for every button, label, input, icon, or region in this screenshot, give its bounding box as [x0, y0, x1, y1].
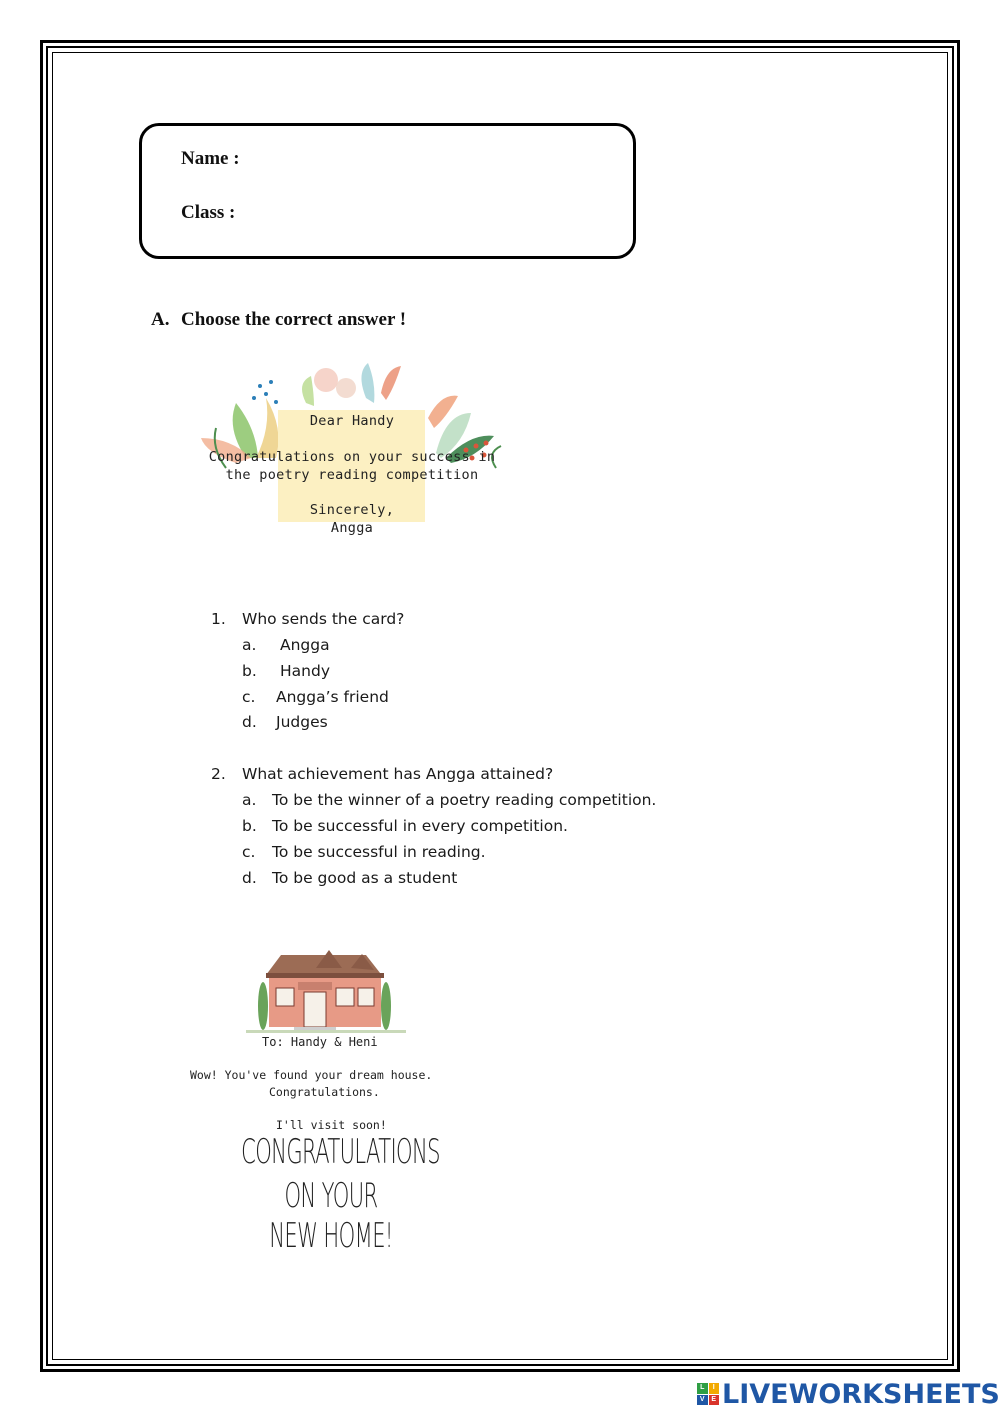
q2-option-d: To be good as a student: [272, 869, 458, 887]
house-illustration: [186, 940, 476, 1040]
class-label: Class :: [181, 202, 236, 223]
q1-option-d-letter: d.: [242, 713, 257, 731]
section-letter: A.: [151, 309, 170, 330]
q1-option-a: Angga: [280, 636, 330, 654]
q2-option-c: To be successful in reading.: [272, 843, 486, 861]
question-1-number: 1.: [211, 610, 226, 628]
card-closing: Sincerely,: [309, 502, 395, 518]
section-title: [151, 309, 406, 331]
q2-option-a: To be the winner of a poetry reading competition.: [272, 791, 657, 809]
liveworksheets-brand: [697, 1378, 1000, 1410]
q2-option-d-letter: d.: [242, 869, 257, 887]
question-1-text: Who sends the card?: [242, 610, 405, 628]
q1-option-a-letter: a.: [242, 636, 257, 654]
q2-option-a-letter: a.: [242, 791, 257, 809]
q1-option-b-letter: b.: [242, 662, 257, 680]
q2-option-c-letter: c.: [242, 843, 256, 861]
question-2-text: What achievement has Angga attained?: [242, 765, 554, 783]
new-home-card-image: [186, 940, 476, 1260]
card2-recipient: To: Handy & Heni: [262, 1035, 378, 1049]
name-class-box: [139, 123, 636, 259]
congratulation-card-image: [196, 358, 508, 542]
liveworksheets-wordmark: LIVEWORKSHEETS: [722, 1378, 1000, 1410]
card-greeting: Dear Handy: [309, 413, 395, 429]
name-label: Name :: [181, 148, 240, 169]
card2-message-line2: Congratulations.: [269, 1085, 380, 1099]
q1-option-b: Handy: [280, 662, 330, 680]
liveworksheets-logo-icon: L I V E: [697, 1383, 719, 1405]
card-signature: Angga: [330, 520, 374, 536]
card-message-line1: Congratulations on your success in: [208, 449, 496, 465]
q1-option-c-letter: c.: [242, 688, 256, 706]
q1-option-d: Judges: [276, 713, 328, 731]
card2-big-line1: CONGRATULATIONS: [241, 1132, 440, 1172]
card2-big-line3: NEW HOME!: [269, 1216, 393, 1256]
q2-option-b-letter: b.: [242, 817, 257, 835]
q2-option-b: To be successful in every competition.: [272, 817, 568, 835]
card2-visit-line: I'll visit soon!: [276, 1118, 387, 1132]
card-message-line2: the poetry reading competition: [225, 467, 479, 483]
question-2-number: 2.: [211, 765, 226, 783]
q1-option-c: Angga’s friend: [276, 688, 389, 706]
card2-big-line2: ON YOUR: [284, 1176, 378, 1216]
section-instruction: Choose the correct answer !: [181, 309, 407, 330]
card2-message-line1: Wow! You've found your dream house.: [190, 1068, 433, 1082]
